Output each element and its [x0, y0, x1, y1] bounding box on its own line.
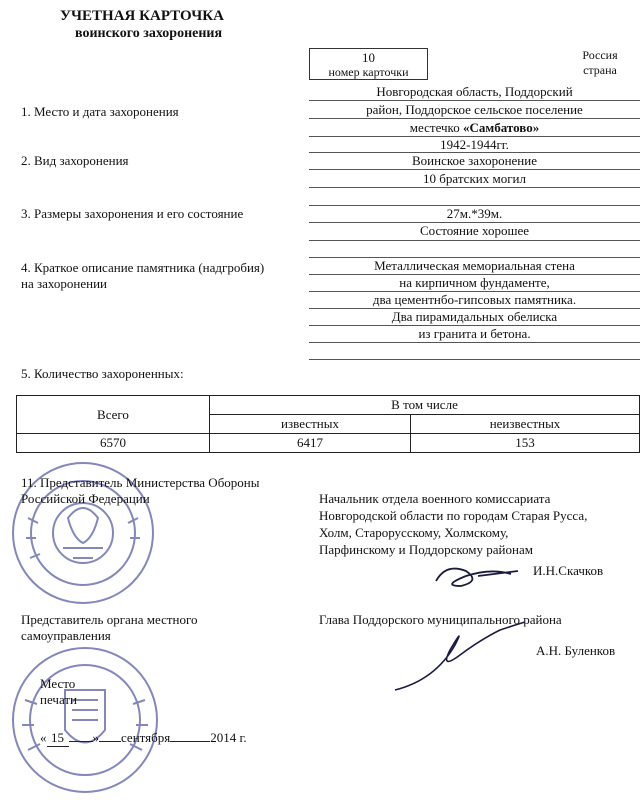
signature-icon	[428, 556, 528, 596]
local-representative-line-1: Представитель органа местного	[21, 612, 198, 627]
row-line	[309, 169, 640, 170]
total-header: Всего	[17, 396, 210, 434]
country-value: Россия	[582, 48, 618, 62]
row-line	[309, 187, 640, 188]
head-name: А.Н. Буленков	[536, 643, 616, 658]
country-block	[560, 48, 640, 78]
commissariat-line-4: Парфинскому и Поддорскому районам	[319, 542, 533, 557]
seal-place-label-1: Место	[40, 676, 76, 691]
desc-line-2: на кирпичном фундаменте,	[399, 275, 550, 290]
known-value: 6417	[210, 434, 411, 453]
total-value: 6570	[17, 434, 210, 453]
desc-line-4: Два пирамидальных обелиска	[391, 309, 558, 324]
place-line-1: Новгородская область, Поддорский	[376, 84, 573, 99]
type-line-1: Воинское захоронение	[411, 153, 537, 168]
row-line	[309, 240, 640, 241]
municipal-seal-icon	[10, 640, 160, 800]
table-row	[17, 396, 640, 415]
card-subtitle: воинского захоронения	[75, 26, 223, 41]
place-name: «Самбатово»	[462, 120, 540, 135]
mod-representative-line-1: 11. Представитель Министерства Обороны	[21, 475, 260, 490]
local-representative-line-2: самоуправления	[21, 628, 111, 643]
desc-line-3: два цементнбо-гипсовых памятника.	[372, 292, 577, 307]
burial-date: 1942-1944гг.	[440, 137, 509, 152]
date-blank	[170, 741, 210, 742]
type-label: 2. Вид захоронения	[21, 153, 129, 168]
date-day: 15	[47, 730, 69, 747]
table-row	[17, 434, 640, 453]
place-line-2: район, Поддорское сельское поселение	[366, 102, 583, 117]
row-line	[309, 118, 640, 119]
size-label: 3. Размеры захоронения и его состояние	[21, 206, 244, 221]
burials-table	[16, 395, 640, 453]
date-month: сентября	[121, 730, 171, 745]
unknown-value: 153	[411, 434, 640, 453]
commissariat-line-2: Новгородской области по городам Старая Русса,	[319, 508, 588, 523]
row-line	[309, 100, 640, 101]
signing-date	[40, 730, 247, 747]
place-label: 1. Место и дата захоронения	[21, 104, 179, 119]
card-number-label: номер карточки	[328, 65, 409, 79]
date-blank	[99, 741, 121, 742]
date-blank	[69, 741, 93, 742]
date-year: 2014 г.	[210, 730, 247, 745]
signature-icon	[385, 620, 535, 700]
commissariat-name: И.Н.Скачков	[533, 563, 604, 578]
group-header: В том числе	[210, 396, 640, 415]
known-header: известных	[210, 415, 411, 434]
desc-label-2: на захоронении	[21, 276, 107, 291]
mod-representative-line-2: Российской Федерации	[21, 491, 150, 506]
place-line-3	[309, 120, 640, 136]
row-line	[309, 359, 640, 360]
card-title: УЧЕТНАЯ КАРТОЧКА	[60, 8, 224, 24]
head-title: Глава Поддорского муниципального района	[319, 612, 562, 627]
date-quote-open: «	[40, 730, 47, 745]
seal-place-label-2: печати	[40, 692, 78, 707]
row-line	[309, 342, 640, 343]
unknown-header: неизвестных	[411, 415, 640, 434]
count-label: 5. Количество захороненных:	[21, 366, 184, 381]
commissariat-line-3: Холм, Старорусскому, Холмскому,	[319, 525, 509, 540]
card-number: 10	[362, 50, 375, 65]
commissariat-line-1: Начальник отдела военного комиссариата	[319, 491, 551, 506]
size-line-1: 27м.*39м.	[446, 206, 503, 221]
size-line-2: Состояние хорошее	[420, 223, 529, 238]
type-line-2: 10 братских могил	[423, 171, 526, 186]
country-label: страна	[583, 63, 617, 77]
desc-line-5: из гранита и бетона.	[418, 326, 531, 341]
desc-line-1: Металлическая мемориальная стена	[374, 258, 575, 273]
desc-label: 4. Краткое описание памятника (надгробия)	[21, 260, 265, 275]
date-quote-close: »	[92, 730, 99, 745]
place-prefix: местечко	[409, 120, 463, 135]
